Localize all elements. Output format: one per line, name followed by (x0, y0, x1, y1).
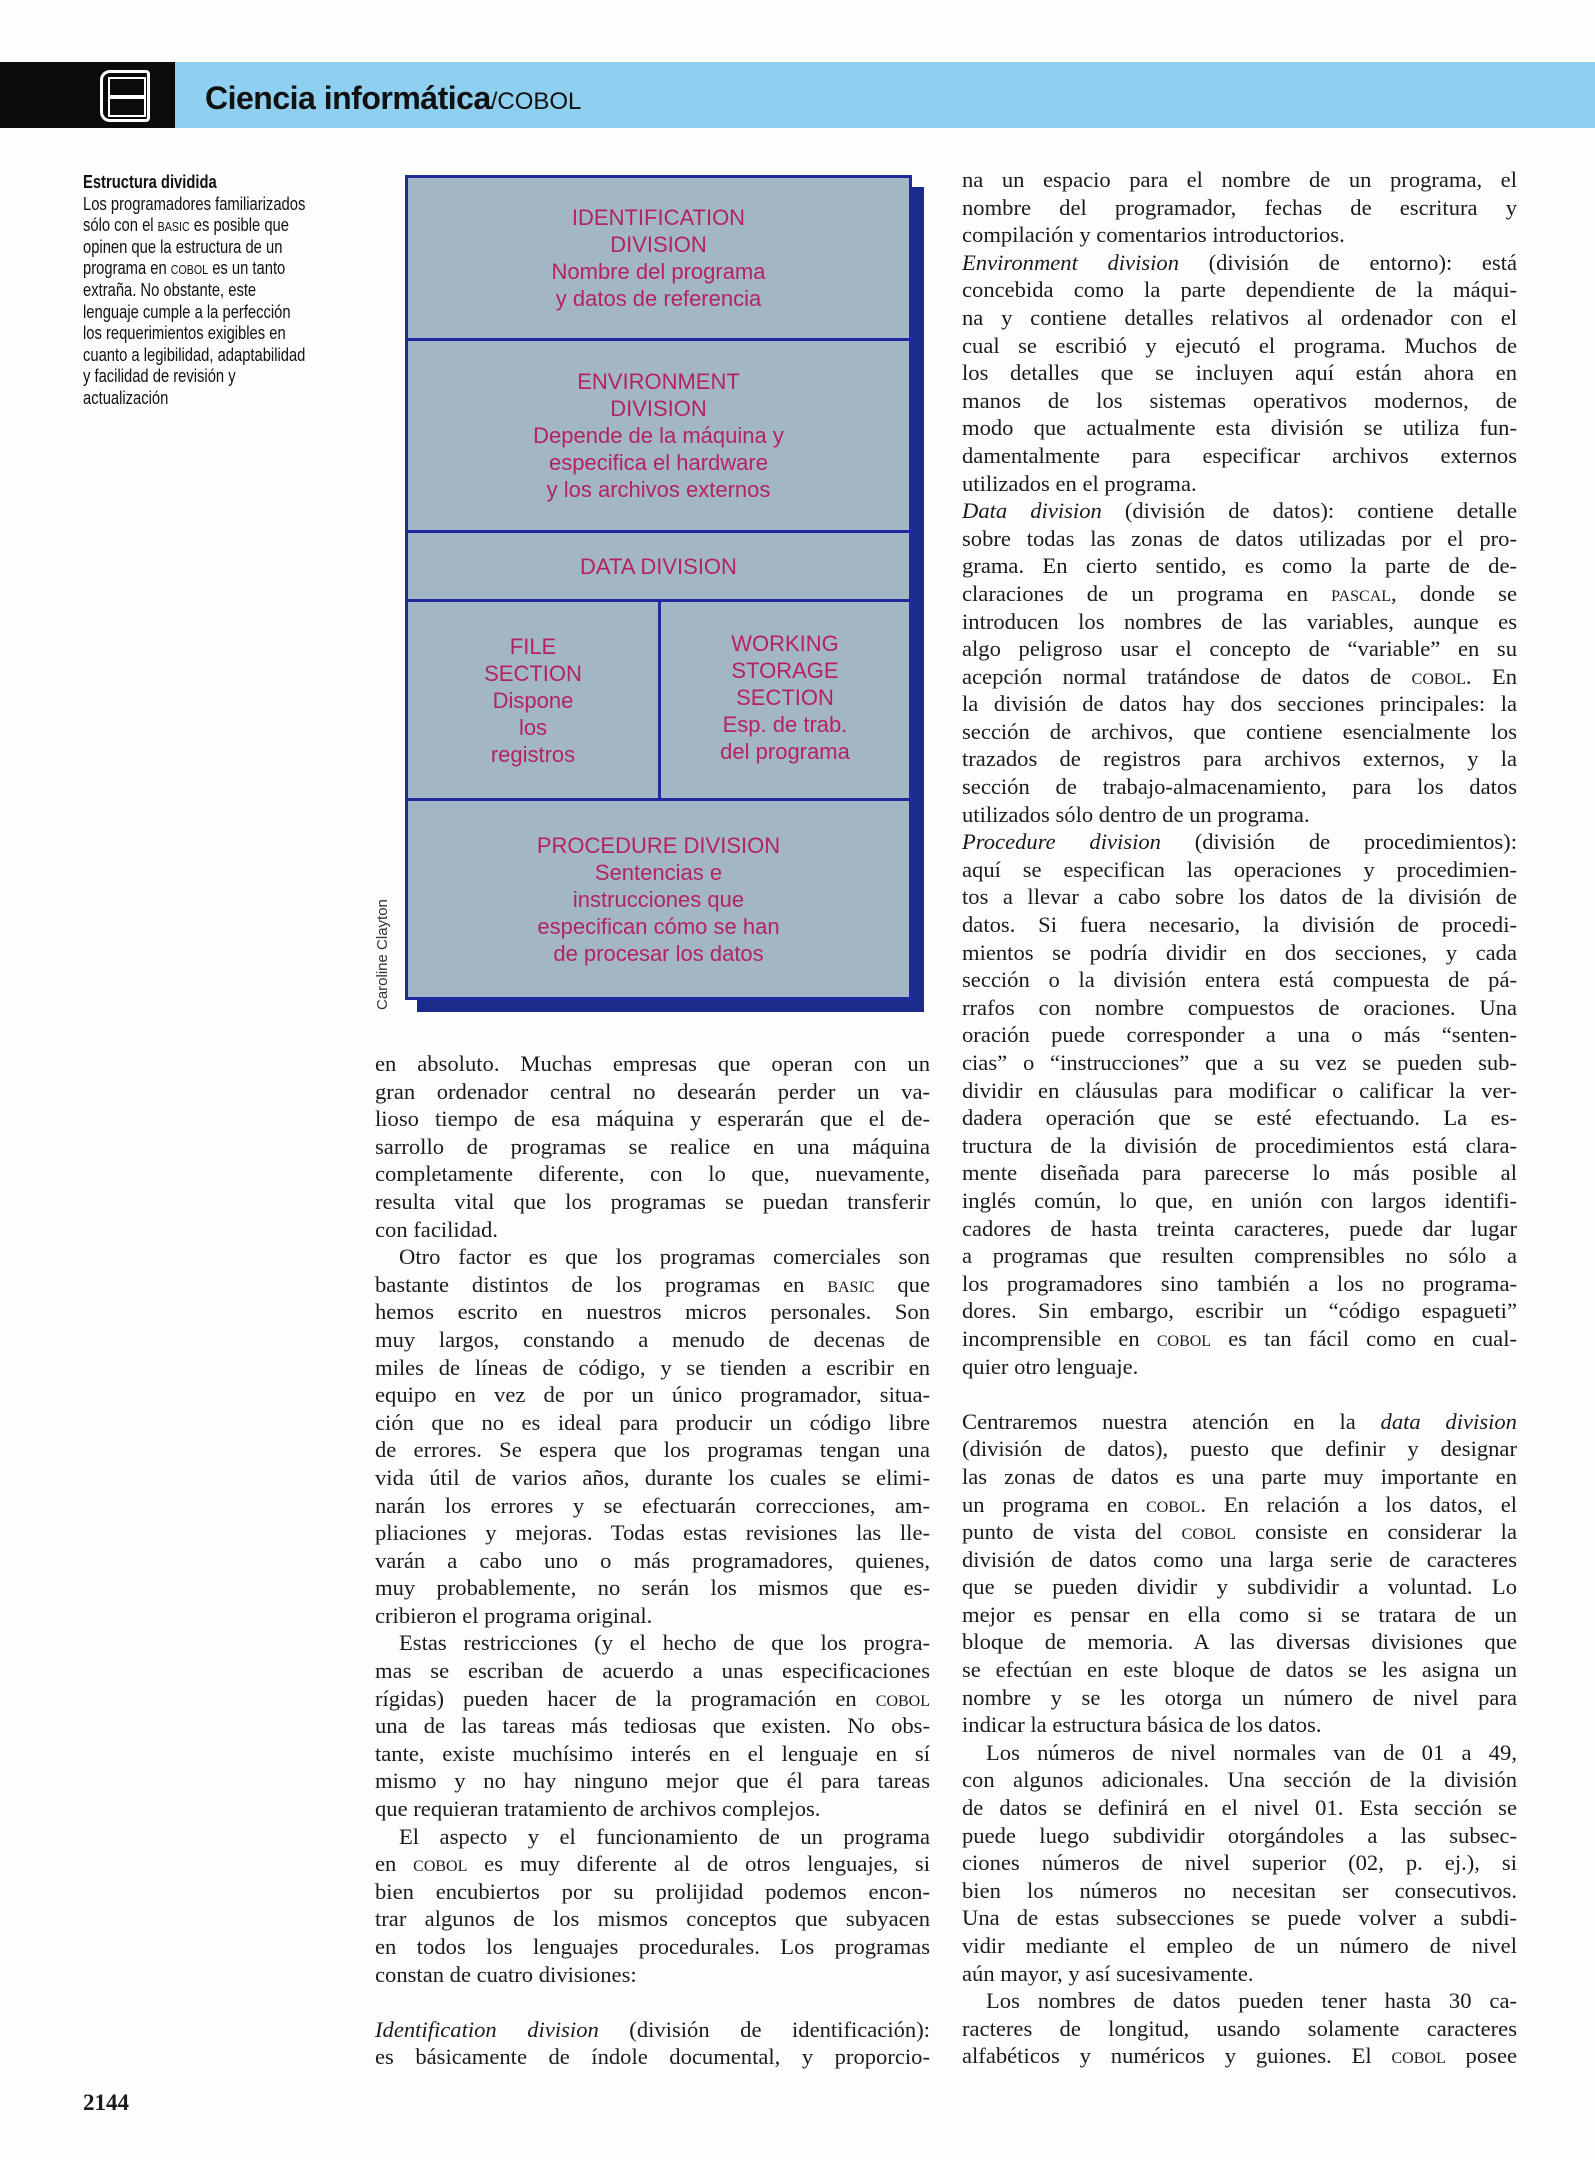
caption-line: sólo con el basic es posible que (83, 215, 289, 236)
small-caps-term: cobol (1391, 2043, 1446, 2069)
text-line: bien los números no necesitan ser consecutivos. (962, 1877, 1517, 1903)
caption-title: Estructura dividida (83, 172, 217, 192)
text-line: constan de cuatro divisiones: (375, 1961, 637, 1987)
section-title-sub: /COBOL (490, 88, 582, 115)
small-caps-term: cobol (1146, 1491, 1201, 1517)
text-line: damentalmente para especificar archivos externos (962, 442, 1517, 468)
body-column-middle (375, 1050, 930, 2071)
text-line: cias” o “instrucciones” que a su vez se pueden sub- (962, 1050, 1517, 1075)
caption-line: programa en cobol es un tanto (83, 258, 286, 279)
small-caps-term: basic (827, 1271, 875, 1297)
text-line: división de datos como una larga serie de caracteres (962, 1546, 1517, 1572)
italic-term: Identification division (375, 2016, 599, 2042)
diagram-label: IDENTIFICATION (571, 205, 746, 230)
text-line: oración puede corresponder a una o más “senten- (962, 1022, 1517, 1048)
caption-line: actualización (83, 387, 169, 408)
text-line: de errores. Se espera que los programas tengan una (375, 1437, 930, 1463)
text-line: utilizados sólo dentro de un programa. (962, 801, 1310, 827)
text-line: resulta vital que los programas se puedan transferir (375, 1188, 930, 1214)
diagram-label: los (518, 714, 548, 740)
working-storage-cell (661, 602, 909, 792)
text-line: es básicamente de índole documental, y proporcio- (375, 2044, 930, 2070)
section-title-main: Ciencia informática (205, 80, 491, 116)
diagram-label: STORAGE (731, 657, 839, 683)
text-line: tructura de la división de procedimientos está clara- (962, 1132, 1517, 1158)
sidebar-caption (83, 172, 354, 410)
text-line: cual se escribió y ejecutó el programa. Muchos de (962, 332, 1517, 358)
text-line: tos a llevar a cabo sobre los datos de la división de (962, 884, 1517, 910)
text-line: equipo en vez de por un único programador, situa- (375, 1382, 930, 1408)
text-line: dores. Sin embargo, escribir un “código espagueti” (962, 1298, 1517, 1324)
diagram-label: del programa (720, 738, 850, 764)
diagram-label: WORKING (731, 630, 839, 656)
text-line: completamente diferente, con lo que, nuevamente, (375, 1161, 930, 1187)
caption-line: y facilidad de revisión y (83, 366, 236, 387)
italic-term: data division (1380, 1408, 1517, 1434)
text-line: inglés común, lo que, en unión con largos identifi- (962, 1187, 1517, 1213)
diagram-label: registros (490, 741, 576, 767)
small-caps-term: cobol (1411, 663, 1466, 689)
text-line: los programadores sino también a los no programa- (962, 1270, 1517, 1296)
text-line: puede luego subdividir otorgándoles a las subsec- (962, 1822, 1517, 1848)
text-line: un programa en cobol. En relación a los datos, el (962, 1491, 1517, 1517)
text-line: a programas que resulten comprensibles no sólo a (962, 1243, 1517, 1269)
small-caps-term: cobol (1181, 1519, 1236, 1545)
text-line: vidir mediante el empleo de un número de nivel (962, 1933, 1517, 1958)
text-line: lioso tiempo de esa máquina y esperarán que el de- (375, 1106, 930, 1132)
diagram-label: Esp. de trab. (722, 711, 848, 737)
text-line: las zonas de datos es una parte muy importante en (962, 1463, 1517, 1489)
text-line: sección de trabajo-almacenamiento, para los datos (962, 774, 1517, 800)
text-line: dadera operación que se esté efectuando. La es- (962, 1105, 1517, 1131)
caption-line: los requerimientos exigibles en (83, 323, 286, 344)
text-line: los detalles que se incluyen aquí están ahora en (962, 360, 1517, 386)
text-line: nombre y se les otorga un número de nivel para (962, 1684, 1517, 1710)
text-line: varán a cabo uno o más programadores, quienes, (375, 1547, 930, 1573)
text-line: algo peligroso usar el concepto de “variable” en su (962, 636, 1517, 662)
text-line: racteres de longitud, usando solamente caracteres (962, 2015, 1517, 2041)
small-caps-term: cobol (170, 258, 209, 279)
text-line: na y contiene detalles relativos al ordenador con el (962, 304, 1517, 330)
diagram-label: PROCEDURE DIVISION (536, 832, 781, 858)
section-title (205, 80, 581, 117)
text-line: en todos los lenguajes procedurales. Los programas (375, 1934, 930, 1959)
text-line: con facilidad. (375, 1216, 498, 1242)
text-line: narán los errores y se efectuarán correcciones, am- (375, 1492, 930, 1518)
diagram-label: de procesar los datos (553, 940, 764, 966)
text-line: Estas restricciones (y el hecho de que los progra- (399, 1630, 930, 1656)
text-line: introducen los nombres de las variables, aunque es (962, 608, 1517, 634)
small-caps-term: basic (157, 215, 190, 236)
small-caps-term: cobol (875, 1685, 930, 1711)
diagram-label: DIVISION (610, 396, 707, 421)
text-line: mientos se podría dividir en dos secciones, y cada (962, 939, 1517, 965)
data-division-cell (408, 533, 909, 599)
text-line: en absoluto. Muchas empresas que operan con un (375, 1051, 930, 1076)
text-line: en cobol es muy diferente al de otros lenguajes, si (375, 1851, 930, 1877)
text-line: aún mayor, y así sucesivamente. (962, 1960, 1254, 1986)
text-line: datos. Si fuera necesario, la división de procedi- (962, 912, 1517, 938)
page-number: 2144 (83, 2090, 129, 2115)
text-line: miles de líneas de código, y se tienden a escribir en (375, 1354, 930, 1380)
text-line: El aspecto y el funcionamiento de un programa (399, 1823, 930, 1849)
text-line: mente diseñada para parecerse lo más posible al (962, 1160, 1517, 1186)
text-line: vida útil de varios años, durante los cuales se elimi- (375, 1464, 930, 1490)
text-line: ciones números de nivel superior (02, p. ej.), si (962, 1850, 1517, 1876)
cobol-structure-diagram (405, 175, 912, 1000)
small-caps-term: pascal (1331, 580, 1392, 606)
text-line: bastante distintos de los programas en basic que (375, 1271, 930, 1297)
text-line: dividir en cláusulas para modificar o calificar la ver- (962, 1077, 1517, 1103)
text-line: bien encubiertos por su prolijidad podemos encon- (375, 1878, 930, 1904)
caption-line: opinen que la estructura de un (83, 236, 283, 257)
text-line: muy largos, constando a menudo de decenas de (375, 1326, 930, 1352)
caption-line: extraña. No obstante, este (83, 279, 257, 300)
text-line: Los nombres de datos pueden tener hasta 30 ca- (986, 1988, 1517, 2014)
text-line: Los números de nivel normales van de 01 a 49, (986, 1739, 1517, 1765)
text-line: se efectúan en este bloque de datos se les asigna un (962, 1657, 1517, 1683)
text-line: punto de vista del cobol consiste en considerar la (962, 1519, 1517, 1545)
text-line: gran ordenador central no desearán perder un va- (375, 1078, 930, 1104)
italic-term: Procedure division (962, 829, 1161, 855)
text-line: alfabéticos y numéricos y guiones. El cobol posee (962, 2043, 1517, 2069)
environment-division-cell (408, 341, 909, 530)
diagram-label: instrucciones que (572, 886, 745, 912)
text-line: una de las tareas más tediosas que existen. No obs- (375, 1713, 930, 1739)
file-section-cell (408, 602, 658, 798)
caption-line: lenguaje cumple a la perfección (83, 301, 291, 322)
diagram-label: SECTION (736, 684, 834, 710)
text-line: mejor es pensar en ella como si se tratara de un (962, 1601, 1517, 1627)
small-caps-term: cobol (1156, 1325, 1212, 1351)
text-line: compilación y comentarios introductorios. (962, 222, 1345, 248)
text-line: Centraremos nuestra atención en la data division (962, 1408, 1517, 1434)
text-line: Otro factor es que los programas comerciales son (399, 1244, 930, 1270)
text-line: sarrollo de programas se realice en una máquina (375, 1133, 930, 1159)
caption-line: cuanto a legibilidad, adaptabilidad (83, 344, 306, 365)
text-line: sección de archivos, que contiene esencialmente los (962, 718, 1517, 744)
text-line: (división de datos), puesto que definir y designar (962, 1436, 1517, 1462)
diagram-label: especifican cómo se han (537, 913, 780, 939)
text-line: Environment division (división de entorno): está (962, 249, 1517, 275)
text-line: concebida como la parte dependiente de la máqui- (962, 277, 1517, 303)
text-line: sobre todas las zonas de datos utilizadas por el pro- (962, 525, 1517, 551)
caption-line: Los programadores familiarizados (83, 193, 306, 214)
text-line: con algunos adicionales. Una sección de la división (962, 1767, 1517, 1793)
text-line: quier otro lenguaje. (962, 1353, 1139, 1379)
text-line: nombre del programador, fechas de escritura y (962, 194, 1517, 220)
text-line: bloque de memoria. A las diversas divisiones que (962, 1629, 1517, 1655)
diagram-label: SECTION (484, 660, 582, 686)
text-line: mismo y no hay ninguno mejor que él para tareas (375, 1768, 930, 1794)
text-line: tante, existe muchísimo interés en el lenguaje en sí (375, 1740, 930, 1766)
text-line: muy probablemente, no serán los mismos que es- (375, 1575, 930, 1601)
diagram-label: y los archivos externos (546, 477, 771, 502)
diagram-label: Depende de la máquina y (533, 423, 784, 448)
text-line: na un espacio para el nombre de un programa, el (962, 167, 1517, 192)
text-line: sección o la división entera está compuesta de pá- (962, 967, 1517, 993)
procedure-division-cell (408, 801, 909, 997)
text-line: Una de estas subsecciones se puede volver a subdi- (962, 1905, 1517, 1931)
diagram-label: especifica el hardware (549, 450, 768, 475)
body-column-right (962, 166, 1517, 2070)
diagram-label: ENVIRONMENT (577, 369, 740, 394)
text-line: trazados de registros para archivos externos, y la (962, 746, 1517, 772)
text-line: rrafos con nombre compuestos de oraciones. Una (962, 994, 1517, 1020)
text-line: Identification division (división de identificación): (375, 2016, 930, 2042)
text-line: hemos escrito en nuestros micros personales. Son (375, 1299, 930, 1325)
identification-division-cell (408, 178, 909, 338)
diagram-label: Dispone (492, 687, 574, 713)
text-line: pliaciones y mejoras. Todas estas revisiones las lle- (375, 1520, 930, 1546)
text-line: de datos se definirá en el nivel 01. Esta sección se (962, 1795, 1517, 1821)
small-caps-term: cobol (413, 1851, 468, 1877)
text-line: mas se escriban de acuerdo a unas especificaciones (375, 1658, 930, 1684)
text-line: indicar la estructura básica de los datos. (962, 1712, 1322, 1738)
text-line: claraciones de un programa en pascal, donde se (962, 580, 1517, 606)
text-line: incomprensible en cobol es tan fácil como en cual- (962, 1325, 1517, 1351)
text-line: Procedure division (división de procedimientos): (962, 829, 1517, 855)
text-line: utilizados en el programa. (962, 470, 1197, 496)
text-line: manos de los sistemas operativos modernos, de (962, 387, 1517, 413)
text-line: cribieron el programa original. (375, 1602, 653, 1628)
text-line (962, 1380, 1517, 1408)
text-line: modo que actualmente esta división se utiliza fun- (962, 415, 1517, 441)
diagram-label: DATA DIVISION (580, 553, 737, 579)
diagram-label: Sentencias e (594, 859, 723, 885)
text-line: cadores de hasta treinta caracteres, puede dar lugar (962, 1215, 1517, 1241)
diagram-box (405, 175, 912, 1000)
diagram-label: FILE (509, 633, 557, 659)
illustration-credit: Caroline Clayton (374, 899, 391, 1010)
text-line: Data division (división de datos): contiene detalle (962, 498, 1517, 524)
text-line: que se pueden dividir y subdividir a voluntad. Lo (962, 1574, 1517, 1600)
italic-term: Environment division (962, 249, 1180, 275)
diagram-label: y datos de referencia (555, 286, 762, 311)
text-line: que requieran tratamiento de archivos complejos. (375, 1796, 821, 1822)
text-line: acepción normal tratándose de datos de cobol. En (962, 663, 1517, 689)
diagram-label: Nombre del programa (551, 259, 766, 284)
text-line (375, 1988, 930, 2016)
caption-body (83, 194, 354, 410)
text-line: aquí se especifican las operaciones y procedimien- (962, 856, 1517, 882)
text-line: rígidas) pueden hacer de la programación en cobol (375, 1685, 930, 1711)
section-logo-icon (100, 70, 150, 122)
text-line: ción que no es ideal para producir un código libre (375, 1409, 930, 1435)
text-line: trar algunos de los mismos conceptos que subyacen (375, 1906, 930, 1932)
italic-term: Data division (962, 498, 1102, 524)
diagram-label: DIVISION (610, 232, 707, 257)
text-line: la división de datos hay dos secciones principales: la (962, 691, 1517, 717)
text-line: grama. En cierto sentido, es como la parte de de- (962, 553, 1517, 579)
